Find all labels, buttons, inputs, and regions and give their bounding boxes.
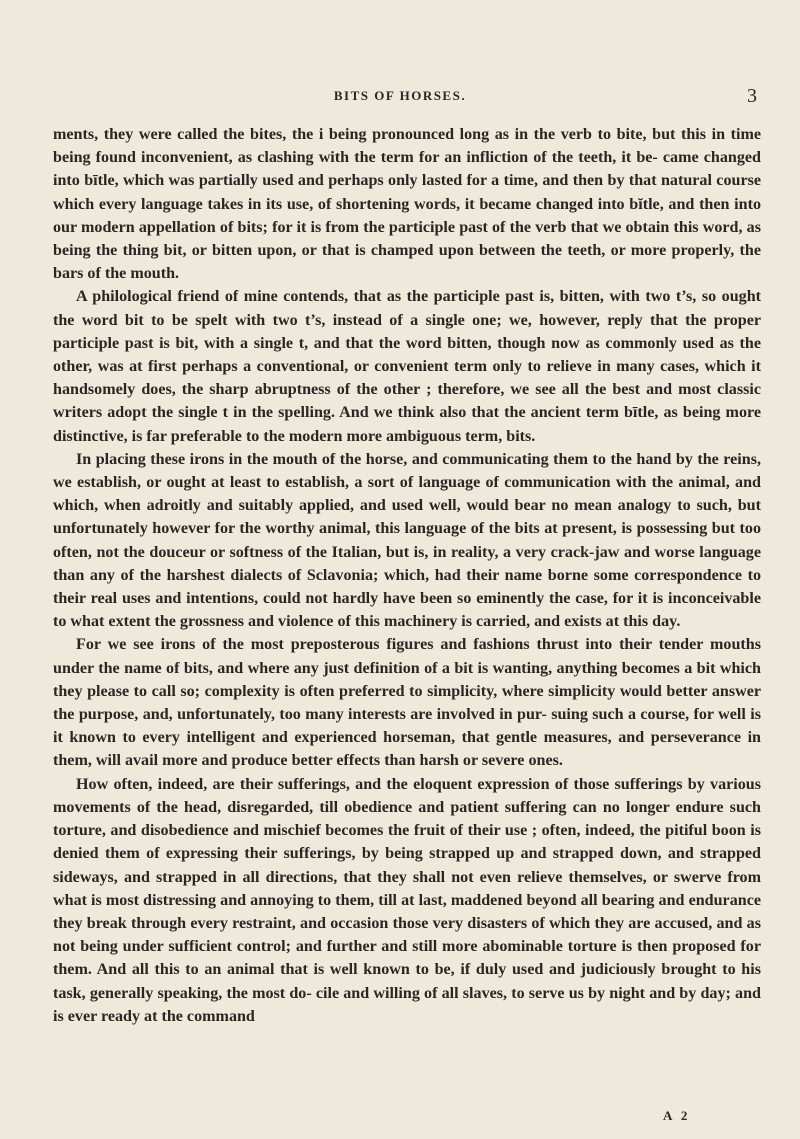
- paragraph: How often, indeed, are their sufferings, and the eloquent expression of those sufferings by various movements of the head, disregarded, till obedience and patient suffering can no longer endure such torture, and disobedience and mischief becomes the fruit of their use ; often, indeed, the pitiful boon is denied them of expressing their sufferings, by being strapped up and strapped down, and strapped sideways, and strapped in all directions, that they shall not even relieve themselves, or swerve from what is most distressing and annoying to them, till at last, maddened beyond all bearing and endurance they break through every restraint, and occasion those very disasters of which they are accused, and as not being under sufficient control; and further and still more abominable torture is then proposed for them. And all this to an animal that is well known to be, if duly used and judiciously brought to his task, generally speaking, the most do- cile and willing of all slaves, to serve us by night and by day; and is ever ready at the command: [53, 775, 761, 1025]
- running-title: BITS OF HORSES.: [333, 88, 467, 103]
- body-text: [53, 123, 761, 1028]
- paragraph: For we see irons of the most preposterous figures and fashions thrust into their tender mouths under the name of bits, and where any just definition of a bit is wanting, anything becomes a bit which they please to call so; complexity is often preferred to simplicity, where simplicity would better answer the purpose, and, unfortunately, too many interests are involved in pur- suing such a course, for well is it known to every intelligent and experienced horseman, that gentle measures, and perseverance in them, will avail more and produce better effects than harsh or severe ones.: [53, 636, 761, 770]
- running-head: [0, 85, 800, 112]
- paragraph: ments, they were called the bites, the i being pronounced long as in the verb to bite, but this in time being found inconvenient, as clashing with the term for an infliction of the teeth, it be- came changed into bītle, which was partially used and perhaps only lasted for a time, and then by that natural course which every language takes in its use, of shortening words, it became changed into bĭtle, and then into our modern appellation of bits; for it is from the participle past of the verb that we obtain this word, as being the thing bit, or bitten upon, or that is champed upon between the teeth, or more properly, the bars of the mouth.: [53, 126, 761, 283]
- paragraph: A philological friend of mine contends, that as the participle past is, bitten, with two t’s, so ought the word bit to be spelt with two t’s, instead of a single one; we, however, reply that the proper participle past is bit, with a single t, and that the word bitten, though now as commonly used as the other, was at first perhaps a conventional, or convenient term only to relieve in many cases, which it handsomely does, the sharp abruptness of the other ; therefore, we see all the best and most classic writers adopt the single t in the spelling. And we think also that the ancient term bītle, as being more distinctive, is far preferable to the modern more ambiguous term, bits.: [53, 288, 761, 445]
- page-number: 3: [747, 85, 757, 107]
- paragraph: In placing these irons in the mouth of the horse, and communicating them to the hand by the reins, we establish, or ought at least to establish, a sort of language of communication with the animal, and which, when adroitly and suitably applied, and used well, would bear no mean analogy to such, but unfortunately however for the worthy animal, this language of the bits at present, is possessing but too often, not the douceur or softness of the Italian, but is, in reality, a very crack-jaw and worse language than any of the harshest dialects of Sclavonia; which, had their name borne some correspondence to their real uses and intentions, could not hardly have been so eminently the case, for it is inconceivable to what extent the grossness and violence of this machinery is carried, and exists at this day.: [53, 450, 761, 631]
- signature-mark: A 2: [663, 1108, 691, 1123]
